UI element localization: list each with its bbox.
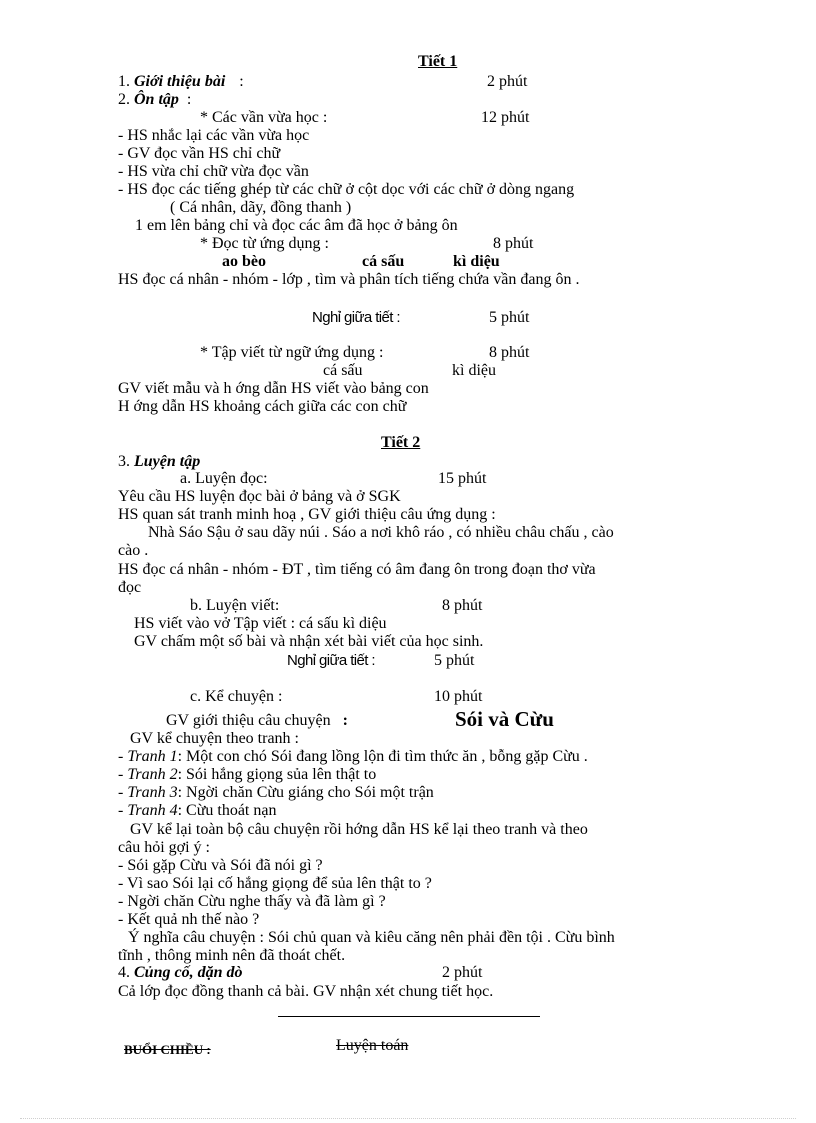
review-time: 12 phút <box>481 109 530 126</box>
picture-line: - Tranh 2: Sói hắng giọng sủa lên thật to <box>118 766 377 783</box>
picture-label: Tranh 1 <box>127 748 178 765</box>
section-3 <box>118 453 200 471</box>
picture-text: : Ngời chăn Cừu giáng cho Sói một trận <box>177 784 434 801</box>
review-item: * Các vần vừa học : <box>200 109 328 126</box>
section-4 <box>118 964 242 982</box>
reading-line: Nhà Sáo Sậu ở sau dãy núi . Sáo a nơi khô ráo , có nhiều châu chấu , cào <box>148 524 614 541</box>
reading-line: Yêu cầu HS luyện đọc bài ở bảng và ở SGK <box>118 488 401 505</box>
write-word: cá sấu <box>323 362 363 379</box>
story-intro-text: GV giới thiệu câu chuyện <box>166 712 331 729</box>
section-2-number: 2. <box>118 91 130 108</box>
section-3-title: Luyện tập <box>134 453 201 470</box>
writing-line: GV chấm một số bài và nhận xét bài viết của học sinh. <box>134 633 484 650</box>
read-item: * Đọc từ ứng dụng : <box>200 235 329 252</box>
review-line: - GV đọc vần HS chỉ chữ <box>118 145 281 162</box>
reading-line: HS đọc cá nhân - nhóm - ĐT , tìm tiếng có âm đang ôn trong đoạn thơ vừa <box>118 561 596 578</box>
retell-line: - Sói gặp Cừu và Sói đã nói gì ? <box>118 857 323 874</box>
word-ao-beo: ao bèo <box>222 253 266 270</box>
retell-line: Ý nghĩa câu chuyện : Sói chủ quan và kiêu căng nên phải đền tội . Cừu bình <box>128 929 615 946</box>
writing-time: 8 phút <box>442 597 483 614</box>
retell-line: câu hỏi gợi ý : <box>118 839 210 856</box>
write-item: * Tập viết từ ngữ ứng dụng : <box>200 344 384 361</box>
write-line: GV viết mẫu và h ớng dẫn HS viết vào bảng con <box>118 380 429 397</box>
section-1-time: 2 phút <box>487 73 528 90</box>
story-intro-colon: : <box>342 712 348 729</box>
reading-line: HS quan sát tranh minh hoạ , GV giới thiệu câu ứng dụng : <box>118 506 496 523</box>
review-line: - HS vừa chỉ chữ vừa đọc vần <box>118 163 309 180</box>
story-label: c. Kể chuyện : <box>190 688 283 705</box>
review-line: - HS nhắc lại các vần vừa học <box>118 127 310 144</box>
picture-text: : Cừu thoát nạn <box>177 802 277 819</box>
write-word: kì diệu <box>452 362 496 379</box>
reading-line: đọc <box>118 579 142 596</box>
afternoon-subject: Luyện toán <box>336 1037 409 1054</box>
word-ca-sau: cá sấu <box>362 253 405 270</box>
retell-line: - Ngời chăn Cừu nghe thấy và đã làm gì ? <box>118 893 386 910</box>
story-intro <box>166 712 348 730</box>
section-4-line: Cả lớp đọc đồng thanh cả bài. GV nhận xét chung tiết học. <box>118 983 494 1000</box>
section-3-number: 3. <box>118 453 130 470</box>
writing-line: HS viết vào vở Tập viết : cá sấu kì diệu <box>134 615 387 632</box>
picture-line: - Tranh 1: Một con chó Sói đang lồng lộn đi tìm thức ăn , bỗng gặp Cừu . <box>118 748 588 765</box>
section-1-title: Giới thiệu bài <box>134 73 226 90</box>
section-4-title: Củng cố, dặn dò <box>134 964 243 981</box>
retell-line: tĩnh , thông minh nên đã thoát chết. <box>118 947 346 964</box>
picture-text: : Sói hắng giọng sủa lên thật to <box>177 766 377 783</box>
write-line: H ớng dẫn HS khoảng cách giữa các con chữ <box>118 398 407 415</box>
picture-label: Tranh 3 <box>127 784 178 801</box>
break-time: 5 phút <box>489 309 530 326</box>
section-4-time: 2 phút <box>442 964 483 981</box>
writing-label: b. Luyện viết: <box>190 597 280 614</box>
review-line: ( Cá nhân, dãy, đồng thanh ) <box>170 199 352 216</box>
section-1-number: 1. <box>118 73 130 90</box>
reading-line: cào . <box>118 542 149 559</box>
section-1-colon: : <box>239 73 244 90</box>
retell-line: - Vì sao Sói lại cố hắng giọng để sủa lên thật to ? <box>118 875 432 892</box>
retell-line: GV kể lại toàn bộ câu chuyện rồi hớng dẫn HS kể lại theo tranh và theo <box>130 821 588 838</box>
reading-label: a. Luyện đọc: <box>180 470 268 487</box>
story-title: Sói và Cừu <box>455 707 554 731</box>
tiet2-heading: Tiết 2 <box>381 434 421 451</box>
section-2-title: Ôn tập <box>134 91 179 108</box>
word-ki-dieu: kì diệu <box>453 253 500 270</box>
picture-line: - Tranh 4: Cừu thoát nạn <box>118 802 277 819</box>
tiet1-heading: Tiết 1 <box>418 53 458 70</box>
retell-line: - Kết quả nh thế nào ? <box>118 911 260 928</box>
page-bottom-border <box>20 1118 796 1119</box>
section-2-colon: : <box>186 91 192 108</box>
picture-label: Tranh 4 <box>127 802 178 819</box>
section-1 <box>118 73 244 91</box>
divider-line <box>278 1016 540 1017</box>
break-label-2: Nghỉ giữa tiết : <box>287 652 375 669</box>
review-line: 1 em lên bảng chỉ và đọc các âm đã học ở bảng ôn <box>135 217 458 234</box>
story-time: 10 phút <box>434 688 483 705</box>
read-note: HS đọc cá nhân - nhóm - lớp , tìm và phân tích tiếng chứa vần đang ôn . <box>118 271 580 288</box>
reading-time: 15 phút <box>438 470 487 487</box>
picture-label: Tranh 2 <box>127 766 178 783</box>
section-4-number: 4. <box>118 964 130 981</box>
picture-line: - Tranh 3: Ngời chăn Cừu giáng cho Sói một trận <box>118 784 434 801</box>
picture-text: : Một con chó Sói đang lồng lộn đi tìm thức ăn , bỗng gặp Cừu . <box>177 748 588 765</box>
afternoon-session-label: BUỔI CHIỀU : <box>124 1042 211 1057</box>
break-time-2: 5 phút <box>434 652 475 669</box>
section-2 <box>118 91 191 109</box>
tell-line: GV kể chuyện theo tranh : <box>130 730 299 747</box>
review-line: - HS đọc các tiếng ghép từ các chữ ở cột dọc với các chữ ở dòng ngang <box>118 181 575 198</box>
read-time: 8 phút <box>493 235 534 252</box>
break-label: Nghỉ giữa tiết : <box>312 309 400 326</box>
write-time: 8 phút <box>489 344 530 361</box>
